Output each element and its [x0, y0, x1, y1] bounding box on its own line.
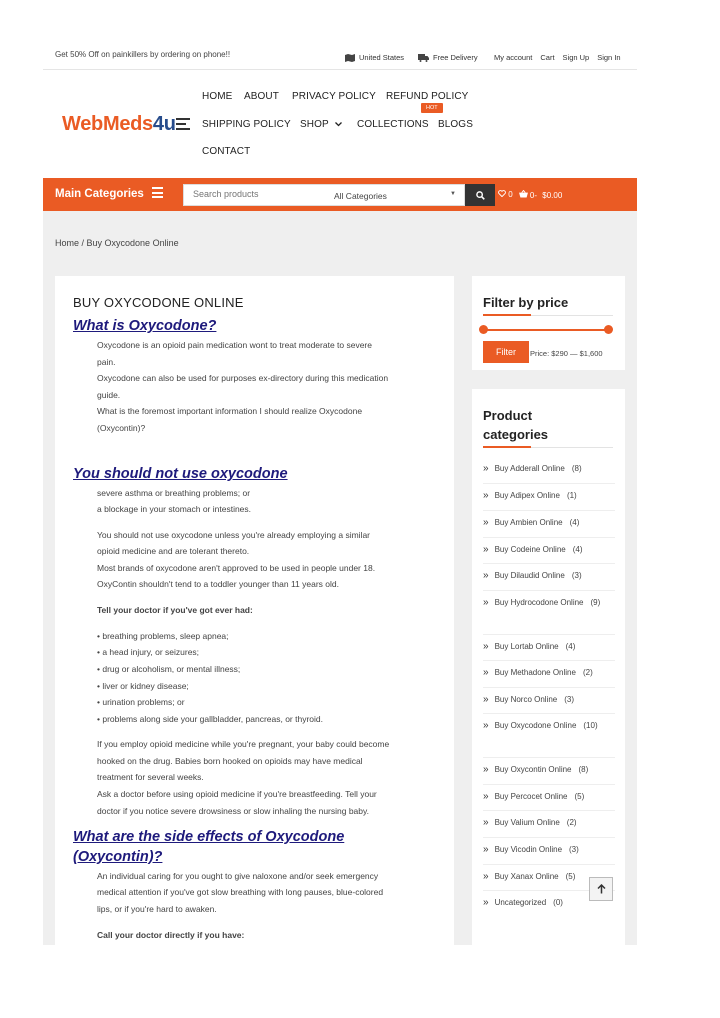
filter-button[interactable]: Filter	[483, 341, 529, 363]
category-item[interactable]	[483, 763, 615, 777]
category-count: (8)	[578, 765, 589, 774]
category-name[interactable]: Buy Adipex Online	[494, 491, 560, 500]
truck-icon	[418, 54, 429, 62]
filter-title: Filter by price	[483, 295, 569, 310]
double-chevron-icon: »	[483, 764, 489, 775]
paragraph: lips, or if you're hard to awaken.	[97, 904, 217, 914]
divider	[483, 660, 615, 661]
heart-icon	[498, 190, 506, 197]
categories-title: Product categories	[483, 408, 549, 442]
divider	[483, 713, 615, 714]
category-count: (1)	[566, 491, 577, 500]
double-chevron-icon: »	[483, 871, 489, 882]
list-item: • problems along side your gallbladder, pancreas, or thyroid.	[97, 714, 323, 724]
search-input[interactable]	[193, 189, 323, 199]
category-item[interactable]	[483, 543, 615, 557]
category-count: (9)	[590, 598, 601, 607]
breadcrumb-current: Buy Oxycodone Online	[86, 238, 179, 248]
category-count: (4)	[565, 642, 576, 651]
breadcrumb: Home / Buy Oxycodone Online	[55, 238, 179, 248]
category-item[interactable]	[483, 516, 615, 530]
divider	[483, 810, 615, 811]
search-box	[183, 184, 465, 206]
paragraph: OxyContin shouldn't tend to a toddler younger than 11 years old.	[97, 579, 339, 589]
divider	[483, 634, 615, 635]
menu-toggle-icon[interactable]	[176, 118, 190, 133]
double-chevron-icon: »	[483, 490, 489, 501]
category-item[interactable]	[483, 843, 615, 857]
paragraph: pain.	[97, 357, 116, 367]
double-chevron-icon: »	[483, 720, 489, 731]
hot-badge: HOT	[421, 103, 443, 113]
divider	[483, 537, 615, 538]
category-count: (10)	[583, 721, 598, 730]
divider	[483, 563, 615, 564]
paragraph: treatment for several weeks.	[97, 772, 204, 782]
double-chevron-icon: »	[483, 544, 489, 555]
title-underline	[483, 314, 531, 316]
paragraph: opioid medicine and are tolerant thereto.	[97, 546, 250, 556]
paragraph: doctor if you notice severe drowsiness or slow inhaling the nursing baby.	[97, 806, 369, 816]
double-chevron-icon: »	[483, 641, 489, 652]
category-name[interactable]: Buy Percocet Online	[494, 792, 568, 801]
category-name[interactable]: Buy Methadone Online	[494, 668, 576, 677]
double-chevron-icon: »	[483, 817, 489, 828]
nav-contact[interactable]: CONTACT	[202, 146, 251, 157]
category-name[interactable]: Buy Vicodin Online	[494, 845, 563, 854]
paragraph: guide.	[97, 390, 121, 400]
category-item[interactable]	[483, 489, 615, 503]
paragraph: What is the foremost important information I should realize Oxycodone	[97, 406, 363, 416]
double-chevron-icon: »	[483, 791, 489, 802]
chevron-down-icon	[335, 122, 342, 127]
list-item: • breathing problems, sleep apnea;	[97, 631, 229, 641]
cart-summary	[498, 190, 562, 200]
category-count: (8)	[571, 464, 582, 473]
nav-privacy-policy[interactable]: PRIVACY POLICY	[292, 91, 376, 102]
category-count: (4)	[572, 545, 583, 554]
site-logo[interactable]: WebMeds4u	[62, 113, 176, 135]
category-item[interactable]	[483, 790, 615, 804]
wishlist-link[interactable]: 0	[498, 190, 513, 200]
category-item[interactable]	[483, 640, 615, 654]
breadcrumb-home-link[interactable]: Home	[55, 238, 80, 248]
heading-what-is: What is Oxycodone?	[73, 318, 217, 334]
account-links	[494, 53, 621, 62]
country-selector[interactable]	[345, 53, 404, 62]
category-name[interactable]: Buy Xanax Online	[494, 872, 559, 881]
main-categories-toggle[interactable]: Main Categories	[55, 187, 163, 201]
promo-text: Get 50% Off on painkillers by ordering on phone!!	[55, 50, 231, 59]
category-name[interactable]: Buy Valium Online	[494, 818, 560, 827]
category-name[interactable]: Buy Dilaudid Online	[494, 571, 565, 580]
category-item[interactable]	[483, 596, 615, 610]
list-item: • drug or alcoholism, or mental illness;	[97, 664, 241, 674]
category-item[interactable]	[483, 719, 615, 733]
price-slider	[483, 329, 609, 331]
free-delivery	[418, 53, 478, 62]
dropdown-arrow-icon: ▼	[450, 191, 456, 197]
free-delivery-label: Free Delivery	[433, 53, 478, 62]
list-item: • a head injury, or seizures;	[97, 647, 200, 657]
category-select[interactable]: All Categories ▼	[334, 191, 456, 201]
nav-shop[interactable]: SHOP	[300, 119, 342, 130]
paragraph: An individual caring for you ought to give naloxone and/or seek emergency	[97, 871, 379, 881]
category-item[interactable]	[483, 693, 615, 707]
category-count: (2)	[566, 818, 577, 827]
divider	[483, 837, 615, 838]
divider	[483, 483, 615, 484]
title-underline	[483, 446, 531, 448]
call-doctor-heading: Call your doctor directly if you have:	[97, 930, 245, 940]
tell-doctor-heading: Tell your doctor if you've got ever had:	[97, 605, 253, 615]
category-item[interactable]	[483, 569, 615, 583]
category-name[interactable]: Buy Oxycontin Online	[494, 765, 572, 774]
paragraph: Oxycodone is an opioid pain medication wont to treat moderate to severe	[97, 340, 372, 350]
paragraph: (Oxycontin)?	[97, 423, 146, 433]
nav-home[interactable]: HOME	[202, 91, 233, 102]
category-item[interactable]	[483, 462, 615, 476]
category-name[interactable]: Uncategorized	[494, 898, 547, 907]
divider	[483, 687, 615, 688]
category-name[interactable]: Buy Norco Online	[494, 695, 558, 704]
category-count: (0)	[553, 898, 563, 907]
paragraph: severe asthma or breathing problems; or	[97, 488, 251, 498]
category-count: (3)	[571, 571, 582, 580]
search-button[interactable]	[465, 184, 495, 206]
paragraph: a blockage in your stomach or intestines.	[97, 504, 252, 514]
paragraph: hooked on the drug. Babies born hooked on opioids may have medical	[97, 756, 363, 766]
heading-side-effects-2: (Oxycontin)?	[73, 849, 163, 865]
divider	[483, 757, 615, 758]
paragraph: You should not use oxycodone unless you're already employing a similar	[97, 530, 371, 540]
price-slider-min-handle[interactable]	[479, 325, 488, 334]
nav-blogs[interactable]: BLOGS	[438, 119, 473, 130]
double-chevron-icon: »	[483, 517, 489, 528]
double-chevron-icon: »	[483, 597, 489, 608]
cart-button[interactable]: 0- $0.00	[519, 190, 563, 200]
category-name[interactable]: Buy Oxycodone Online	[494, 721, 577, 730]
divider	[483, 864, 615, 865]
double-chevron-icon: »	[483, 897, 489, 908]
category-count: (5)	[565, 872, 576, 881]
hamburger-icon	[152, 187, 163, 201]
sign-in-link[interactable]: Sign In	[597, 53, 621, 62]
category-count: (2)	[582, 668, 593, 677]
basket-icon	[519, 190, 528, 198]
price-range-label: Price: $290 — $1,600	[530, 349, 603, 358]
nav-refund-policy[interactable]: REFUND POLICY	[386, 91, 469, 102]
cart-link[interactable]: Cart	[540, 53, 555, 62]
country-label: United States	[359, 53, 405, 62]
category-name[interactable]: Buy Lortab Online	[494, 642, 559, 651]
sign-up-link[interactable]: Sign Up	[562, 53, 590, 62]
double-chevron-icon: »	[483, 844, 489, 855]
my-account-link[interactable]: My account	[494, 53, 533, 62]
double-chevron-icon: »	[483, 694, 489, 705]
double-chevron-icon: »	[483, 570, 489, 581]
list-item: • urination problems; or	[97, 697, 185, 707]
paragraph: If you employ opioid medicine while you're pregnant, your baby could become	[97, 739, 390, 749]
double-chevron-icon: »	[483, 667, 489, 678]
category-item[interactable]	[483, 666, 615, 680]
paragraph: medical attention if you've got slow breathing with long pauses, blue-colored	[97, 887, 384, 897]
top-divider	[43, 69, 637, 70]
page-title: BUY OXYCODONE ONLINE	[73, 295, 244, 310]
category-name[interactable]: Buy Adderall Online	[494, 464, 565, 473]
nav-about[interactable]: ABOUT	[244, 91, 279, 102]
price-slider-max-handle[interactable]	[604, 325, 613, 334]
paragraph: Most brands of oxycodone aren't approved to be used in people under 18.	[97, 563, 376, 573]
heading-should-not-use: You should not use oxycodone	[73, 466, 288, 482]
divider	[483, 784, 615, 785]
category-name[interactable]: Buy Codeine Online	[494, 545, 566, 554]
paragraph: Oxycodone can also be used for purposes ex-directory during this medication	[97, 373, 389, 383]
map-icon	[345, 54, 355, 62]
divider	[483, 510, 615, 511]
search-icon	[476, 191, 485, 200]
category-item[interactable]	[483, 816, 615, 830]
category-name[interactable]: Buy Hydrocodone Online	[494, 598, 584, 607]
category-count: (4)	[569, 518, 580, 527]
category-count: (3)	[564, 695, 575, 704]
category-count: (5)	[574, 792, 585, 801]
category-name[interactable]: Buy Ambien Online	[494, 518, 563, 527]
double-chevron-icon: »	[483, 463, 489, 474]
list-item: • liver or kidney disease;	[97, 681, 189, 691]
arrow-up-icon	[597, 884, 606, 894]
nav-collections[interactable]: COLLECTIONS	[357, 119, 429, 130]
category-count: (3)	[569, 845, 579, 854]
divider	[483, 590, 615, 591]
back-to-top-button[interactable]	[589, 877, 613, 901]
nav-shipping-policy[interactable]: SHIPPING POLICY	[202, 119, 291, 130]
heading-side-effects: What are the side effects of Oxycodone	[73, 829, 345, 845]
paragraph: Ask a doctor before using opioid medicine if you're breastfeeding. Tell your	[97, 789, 377, 799]
